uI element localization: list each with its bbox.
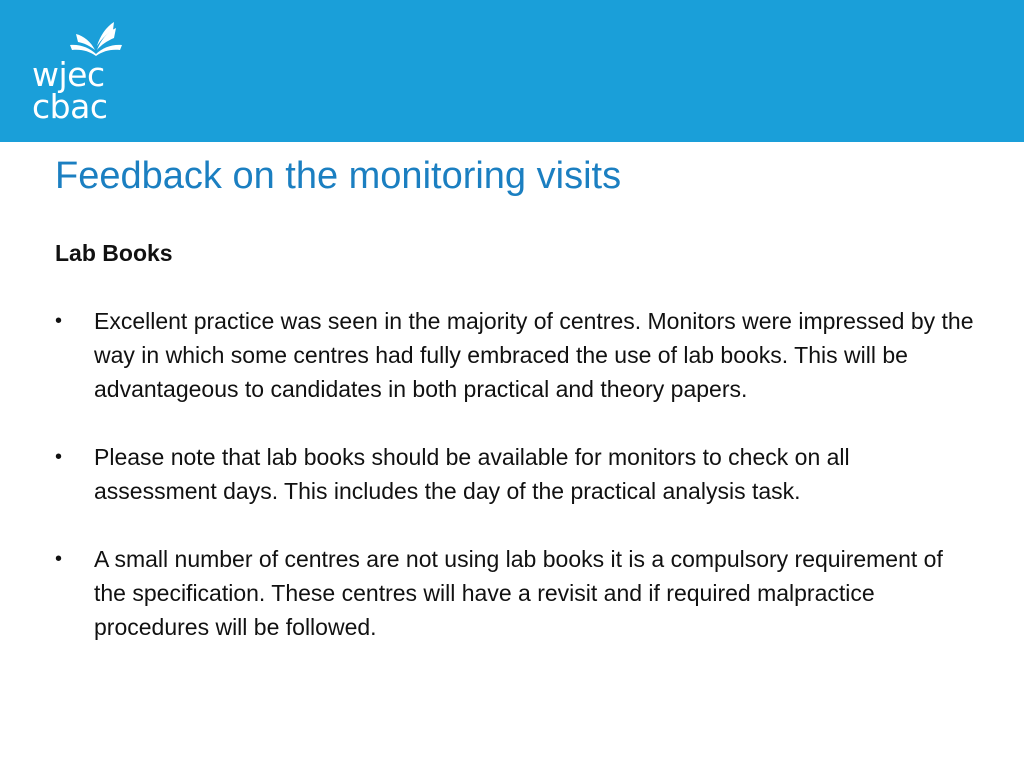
open-book-icon (66, 20, 126, 60)
logo-text-cbac: cbac (32, 87, 108, 126)
slide-title: Feedback on the monitoring visits (55, 155, 622, 197)
bullet-item (55, 304, 975, 406)
header-band (0, 0, 1024, 142)
bullet-icon: • (55, 548, 63, 570)
section-subheading: Lab Books (55, 240, 173, 266)
bullet-list (55, 304, 975, 678)
bullet-text: Excellent practice was seen in the majority of centres. Monitors were impressed by the way in which some centres had fully embraced the use of lab books. This will be advantageous to candidates in both practical and theory papers. (94, 308, 974, 402)
logo-text-wjec: wjec (32, 55, 105, 94)
bullet-text: A small number of centres are not using lab books it is a compulsory requirement of the specification. These centres will have a revisit and if required malpractice procedures will be followed. (94, 546, 943, 640)
wjec-cbac-logo (30, 20, 130, 126)
bullet-icon: • (55, 446, 63, 468)
bullet-item (55, 440, 975, 508)
bullet-text: Please note that lab books should be available for monitors to check on all assessment days. This includes the day of the practical analysis task. (94, 444, 850, 504)
bullet-item (55, 542, 975, 644)
bullet-icon: • (55, 310, 63, 332)
